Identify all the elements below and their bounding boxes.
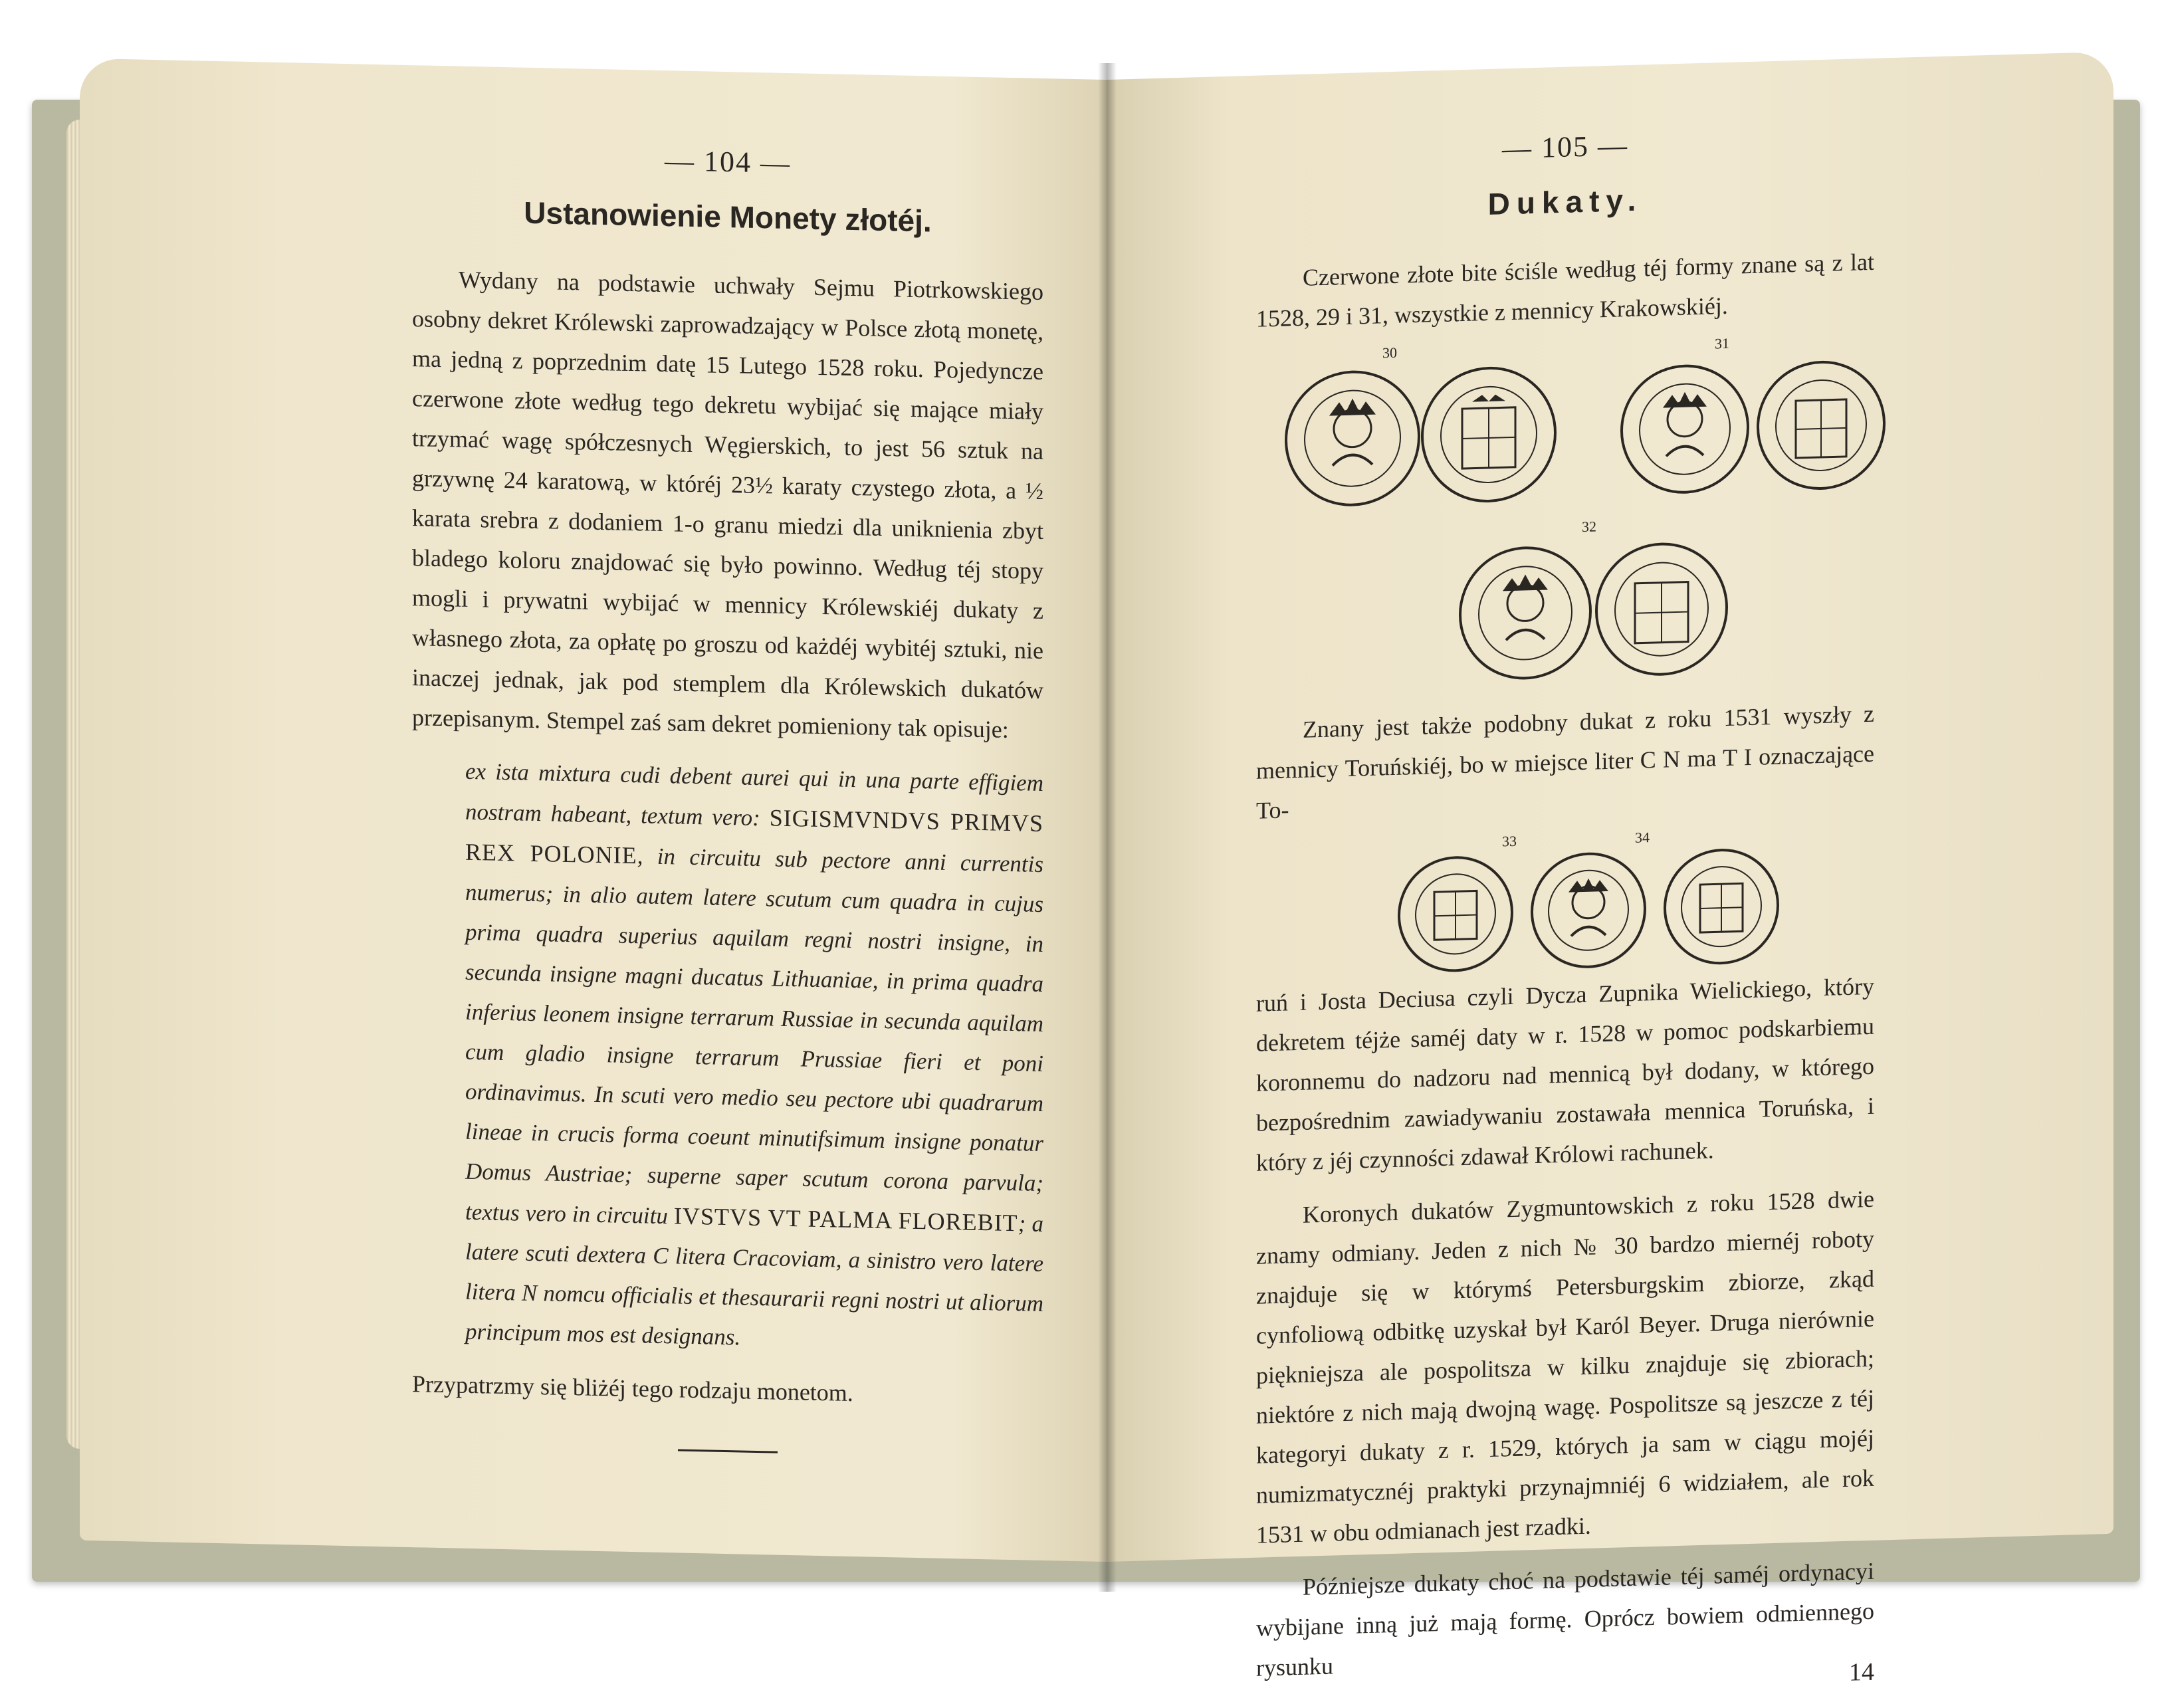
coin-30-reverse-icon xyxy=(1422,366,1555,503)
signature-mark: 14 xyxy=(1849,1657,1874,1687)
coin-31-obverse-icon xyxy=(1622,364,1748,494)
coin-32-reverse-icon xyxy=(1596,542,1727,676)
coin-label-33: 33 xyxy=(1502,832,1517,850)
coin-33-reverse-icon xyxy=(1399,856,1512,972)
page-number-104: — 104 — xyxy=(665,144,791,180)
coin-group-31 xyxy=(1615,334,1894,352)
section-heading: Ustanowienie Monety złotéj. xyxy=(524,195,932,239)
right-page xyxy=(1107,52,2113,1687)
coin-32-obverse-icon xyxy=(1460,546,1590,680)
dukaty-paragraph-3: ruń i Josta Deciusa czyli Dycza Zupnika Wielickiego, który dekretem téjże saméj daty w r. 1528 w pomoc podskarbiemu koronnemu do nadzoru nad mennicą był dodany, w którego bezpośrednim zawiadywaniu zostawała mennica Toruńska, i który z jéj czynności zdawał Królowi rachunek. xyxy=(1256,972,1874,1176)
coin-label-31: 31 xyxy=(1715,334,1729,352)
coin-row-1 xyxy=(1256,335,1874,525)
quote-caps-1: SIGISMVNDVS PRIMVS REX POLONIE xyxy=(465,804,1044,869)
coin-31-reverse-icon xyxy=(1758,360,1884,490)
coin-34-obverse-icon xyxy=(1532,852,1645,968)
dukaty-paragraph-2: Znany jest także podobny dukat z roku 1531 wyszły z mennicy Toruńskiéj, bo w miejsce liter C N ma T I oznaczające To- xyxy=(1256,700,1874,824)
coin-31-illustration xyxy=(1615,350,1894,504)
coin-30-obverse-icon xyxy=(1286,370,1419,507)
coin-row-3 xyxy=(1256,827,1874,977)
coin-label-32: 32 xyxy=(1582,518,1596,536)
dukaty-paragraph-1: Czerwone złote bite ściśle według téj formy znane są z lat 1528, 29 i 31, wszystkie z mennicy Krakowskiéj. xyxy=(1256,248,1874,332)
quote-part-3: ; a latere scuti dextera C litera Cracoviam, a sinistro vero latere litera N nomcu officialis et thesaurarii regni nostri ut aliorum principum mos est designans. xyxy=(465,1210,1043,1350)
coin-label-30: 30 xyxy=(1382,344,1397,362)
coin-34-reverse-icon xyxy=(1665,849,1778,965)
decree-paragraph: Wydany na podstawie uchwały Sejmu Piotrkowskiego osobny dekret Królewski zaprowadzający w Polsce złotą monetę, ma jedną z poprzednim datę 15 Lutego 1528 roku. Pojedyncze czerwone złote według tego dekretu wybijać się mające miały trzymać wagę spółczesnych Węgierskich, to jest 56 sztuk na grzywnę 24 karatową, w któréj 23½ karaty czystego złota, a ½ karata srebra z dodaniem 1-o granu miedzi dla uniknienia zbyt bladego koloru znajdować się było powinno. Według téj stopy mogli i prywatni wybijać w mennicy Królewskiéj dukaty z własnego złota, za opłatę po groszu od każdéj wybitéj sztuki, nie inaczej jednak, jak pod stemplem dla Królewskich dukatów przepisanym. Stempel zaś sam dekret pomieniony tak opisuje: xyxy=(412,266,1043,743)
coin-group-30 xyxy=(1283,344,1562,362)
coin-row-2 xyxy=(1256,514,1874,704)
coin-30-illustration xyxy=(1283,360,1562,514)
dukaty-paragraph-5: Późniejsze dukaty choć na podstawie téj saméj ordynacyi wybijane inną już mają formę. Oprócz bowiem odmiennego rysunku xyxy=(1256,1557,1874,1681)
latin-quote xyxy=(465,752,1043,1364)
closing-line: Przypatrzmy się bliżéj tego rodzaju monetom. xyxy=(412,1370,853,1407)
coin-32-illustration xyxy=(1456,534,1735,689)
quote-caps-2: IVSTVS VT PALMA FLOREBIT xyxy=(673,1202,1018,1237)
divider-rule xyxy=(678,1449,778,1453)
coin-group-33-34 xyxy=(1389,828,1814,850)
coin-33-34-illustration xyxy=(1389,844,1814,976)
coin-label-34: 34 xyxy=(1635,829,1650,846)
page-number-105: — 105 — xyxy=(1502,129,1628,165)
left-page xyxy=(80,58,1107,1562)
quote-part-1: ex ista mixtura cudi debent aurei qui in una parte effigiem nostram habeant, textum vero: xyxy=(465,758,1043,831)
dukaty-paragraph-4: Koronych dukatów Zygmuntowskich z roku 1528 dwie znamy odmiany. Jeden z nich № 30 bardzo miernéj roboty znajduje się w którymś Petersburgskim zbiorze, zkąd cynfoliową odbitkę uzyskał był Karól Beyer. Druga nierównie piękniejsza ale pospolitsza w kilku znajduje się zbiorach; niektóre z nich mają dwojną wagę. Pospolitsze są jeszcze z téj kategoryi dukaty z r. 1529, których ja sam w ciągu mojéj numizmatycznéj praktyki przynajmniéj 6 widziałem, ale rok 1531 w obu odmianach jest rzadki. xyxy=(1256,1185,1874,1548)
quote-part-2: , in circuitu sub pectore anni currentis numerus; in alio autem latere scutum cum quadra in cujus prima quadra superius aquilam regni nostri insigne, in secunda insigne magni ducatus Lithuaniae, in prima quadra inferius leonem insigne terrarum Russiae in secunda aquilam cum gladio insigne terrarum Prussiae fieri et poni ordinavimus. In scuti vero medio seu pectore ubi quadrarum lineae in crucis forma coeunt minutifsimum insigne ponatur Domus Austriae; superne saper scutum corona parvula; textus vero in circuitu xyxy=(465,843,1044,1229)
coin-group-32 xyxy=(1456,518,1735,536)
section-heading-dukaty: Dukaty. xyxy=(1487,182,1643,221)
book-gutter xyxy=(1098,63,1117,1592)
